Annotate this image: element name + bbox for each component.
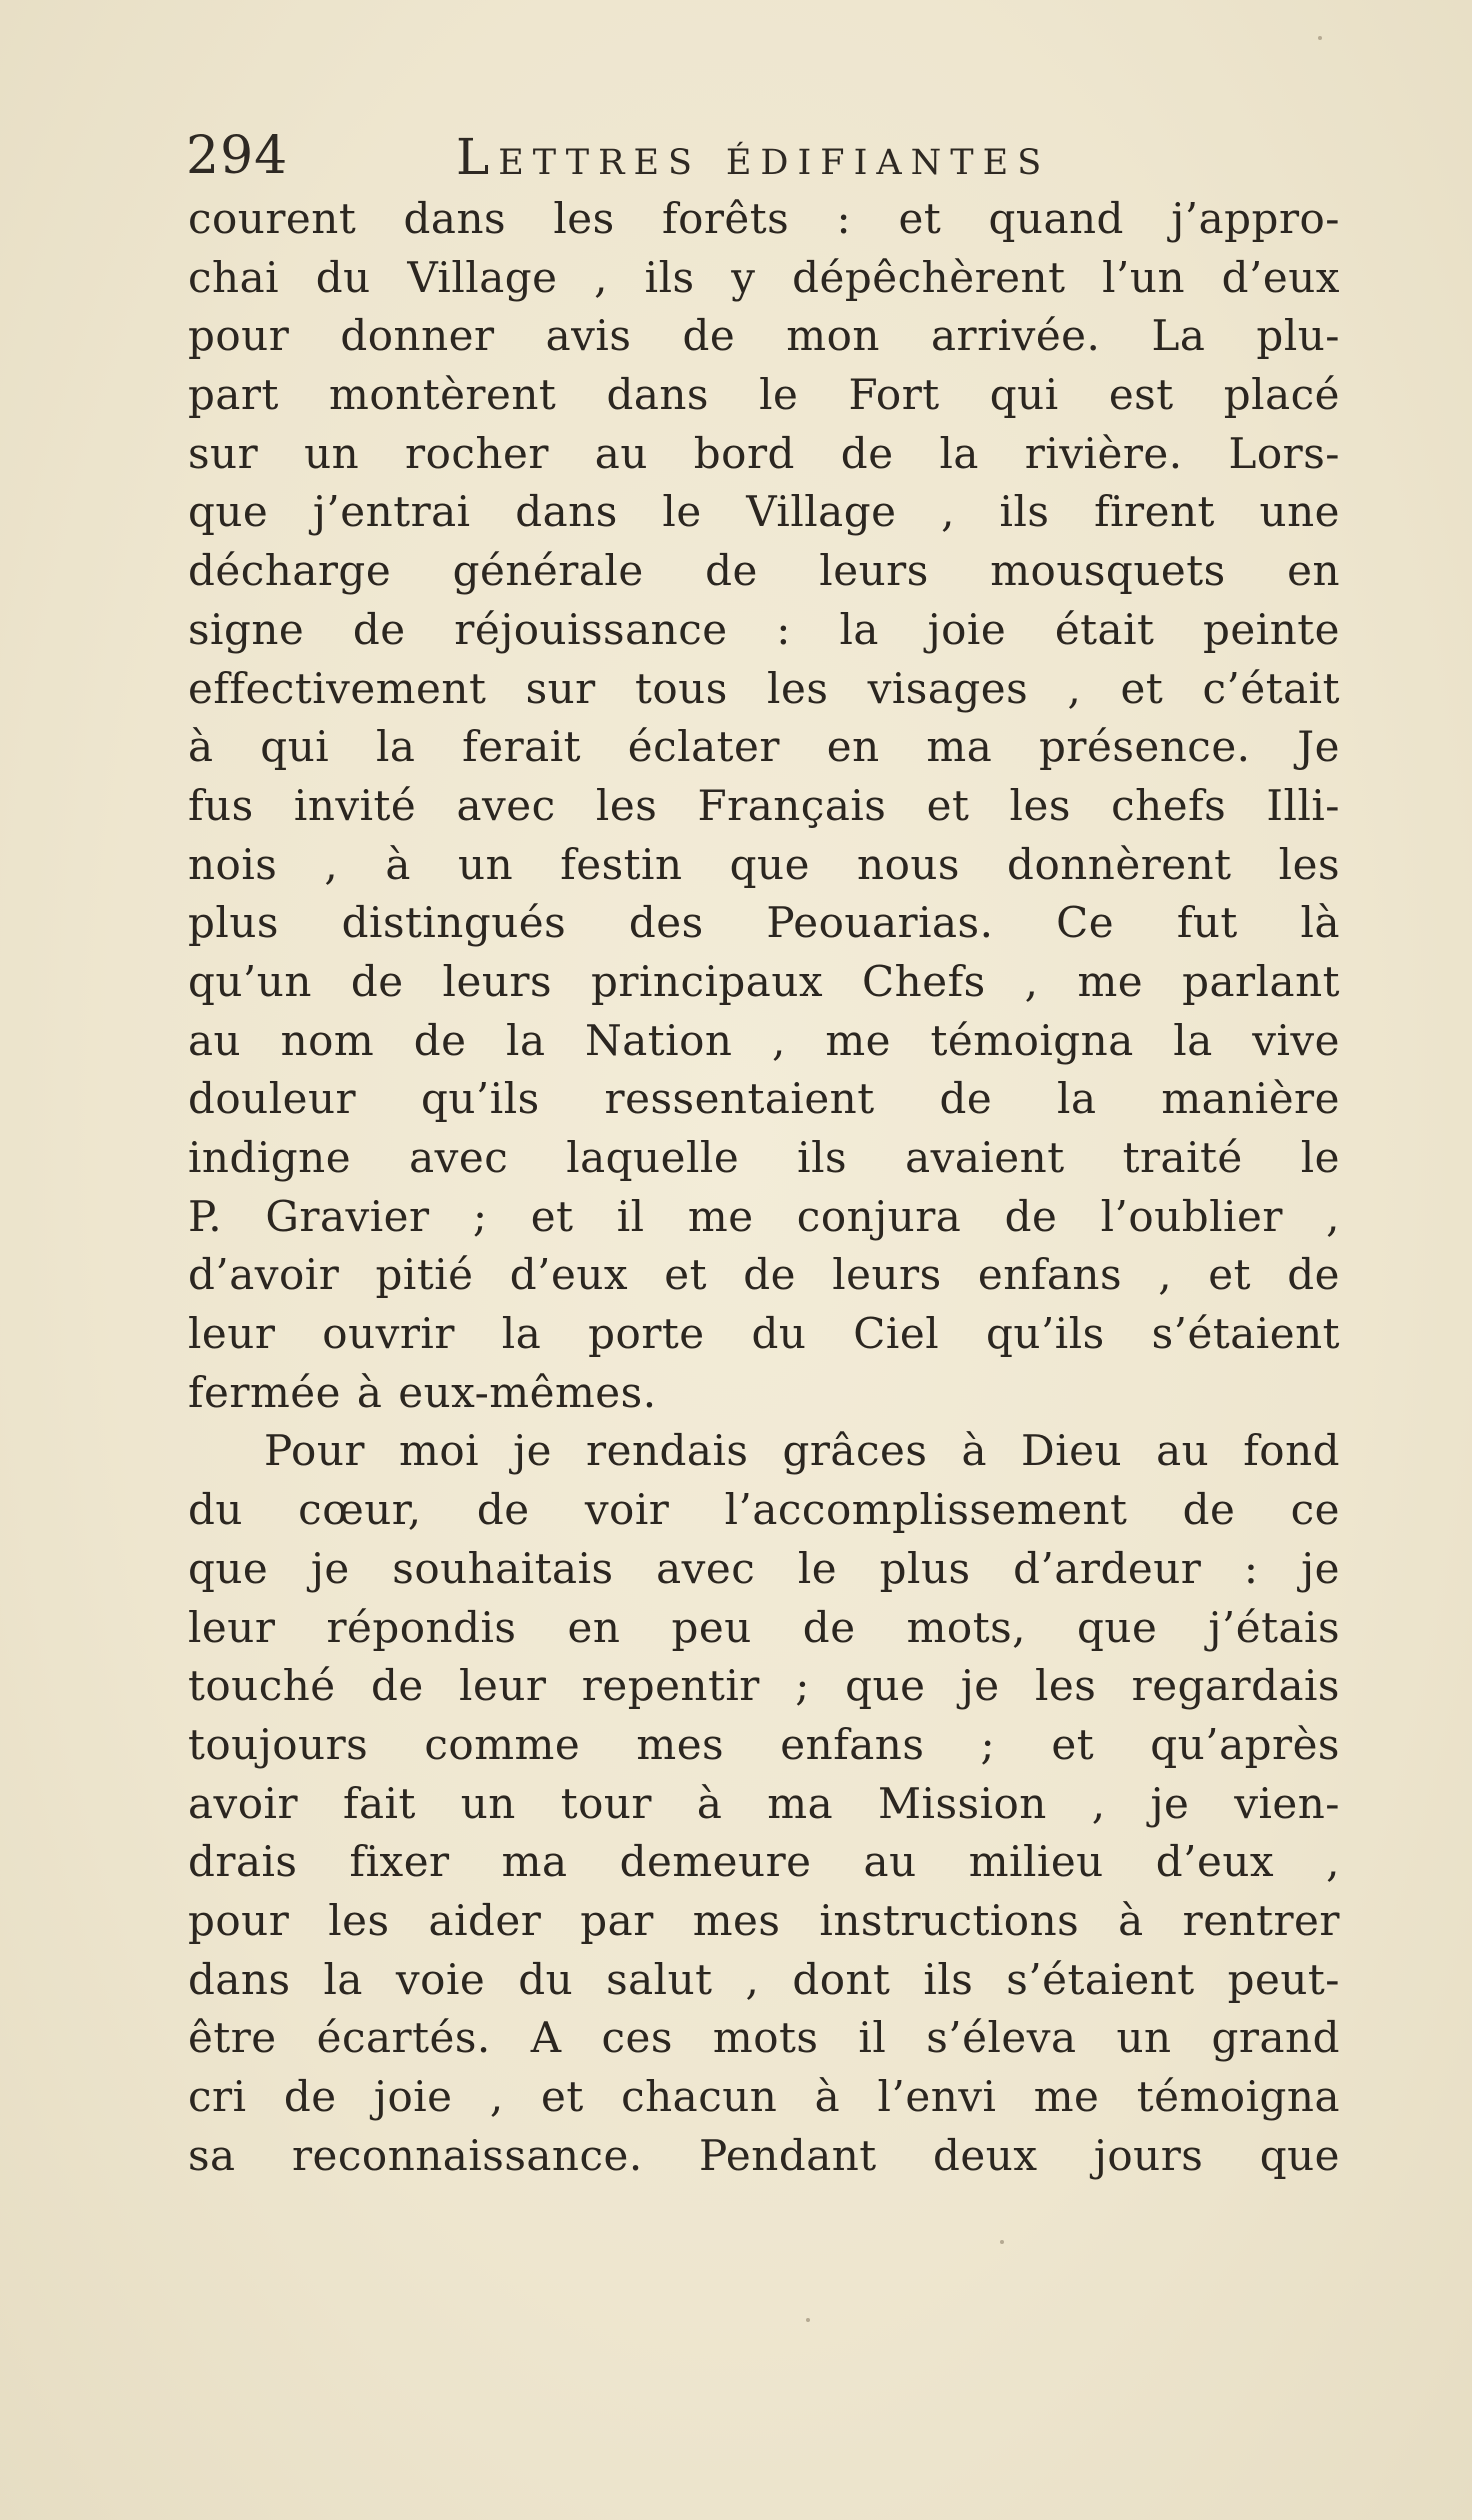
running-title: Lettres édifiantes	[456, 128, 1051, 186]
text-line: drais fixer ma demeure au milieu d’eux ,	[188, 1837, 1340, 1887]
text-line: sa reconnaissance. Pendant deux jours que	[188, 2130, 1340, 2180]
page-number: 294	[186, 126, 289, 186]
text-line: cri de joie , et chacun à l’envi me témoigna	[188, 2072, 1340, 2121]
text-line: sur un rocher au bord de la rivière. Lors-	[188, 428, 1340, 478]
text-line: que j’entrai dans le Village , ils firent une	[188, 487, 1340, 537]
text-line: pour donner avis de mon arrivée. La plu-	[188, 311, 1340, 361]
text-line: P. Gravier ; et il me conjura de l’oublier ,	[188, 1191, 1340, 1241]
text-line: dans la voie du salut , dont ils s’étaient peut-	[188, 1954, 1340, 2004]
text-line: décharge générale de leurs mousquets en	[188, 546, 1340, 596]
body-text	[188, 190, 1340, 2185]
text-line: fus invité avec les Français et les chefs Illi-	[188, 780, 1340, 830]
text-line: effectivement sur tous les visages , et c’était	[188, 663, 1340, 713]
paper-speck	[1318, 36, 1322, 40]
text-line: toujours comme mes enfans ; et qu’après	[188, 1719, 1340, 1769]
text-line: leur répondis en peu de mots, que j’étais	[188, 1602, 1340, 1652]
text-line: plus distingués des Peouarias. Ce fut là	[188, 898, 1340, 948]
text-line: touché de leur repentir ; que je les regardais	[188, 1661, 1340, 1711]
text-line: fermée à eux-mêmes.	[188, 1367, 657, 1417]
text-line: à qui la ferait éclater en ma présence. Je	[188, 722, 1340, 772]
text-line: courent dans les forêts : et quand j’appro-	[188, 194, 1340, 243]
text-line: signe de réjouissance : la joie était peinte	[188, 604, 1340, 654]
text-line: qu’un de leurs principaux Chefs , me parlant	[188, 956, 1340, 1006]
page-header	[186, 118, 1336, 198]
text-line: pour les aider par mes instructions à rentrer	[188, 1895, 1340, 1945]
text-line: au nom de la Nation , me témoigna la vive	[188, 1015, 1340, 1065]
text-line: d’avoir pitié d’eux et de leurs enfans , et de	[188, 1250, 1340, 1300]
text-line: chai du Village , ils y dépêchèrent l’un d’eux	[188, 252, 1340, 302]
text-line: Pour moi je rendais grâces à Dieu au fond	[264, 1426, 1340, 1476]
text-line: douleur qu’ils ressentaient de la manière	[188, 1074, 1340, 1124]
text-line: avoir fait un tour à ma Mission , je vien-	[188, 1778, 1340, 1828]
paper-speck	[806, 2318, 810, 2322]
text-line: indigne avec laquelle ils avaient traité le	[188, 1133, 1340, 1182]
text-line: part montèrent dans le Fort qui est placé	[188, 370, 1340, 420]
text-line: être écartés. A ces mots il s’éleva un grand	[188, 2013, 1340, 2063]
text-line: du cœur, de voir l’accomplissement de ce	[188, 1485, 1340, 1535]
text-line: nois , à un festin que nous donnèrent les	[188, 839, 1340, 889]
text-line: que je souhaitais avec le plus d’ardeur : je	[188, 1543, 1340, 1593]
text-line: leur ouvrir la porte du Ciel qu’ils s’étaient	[188, 1309, 1340, 1359]
paper-speck	[1000, 2240, 1004, 2244]
